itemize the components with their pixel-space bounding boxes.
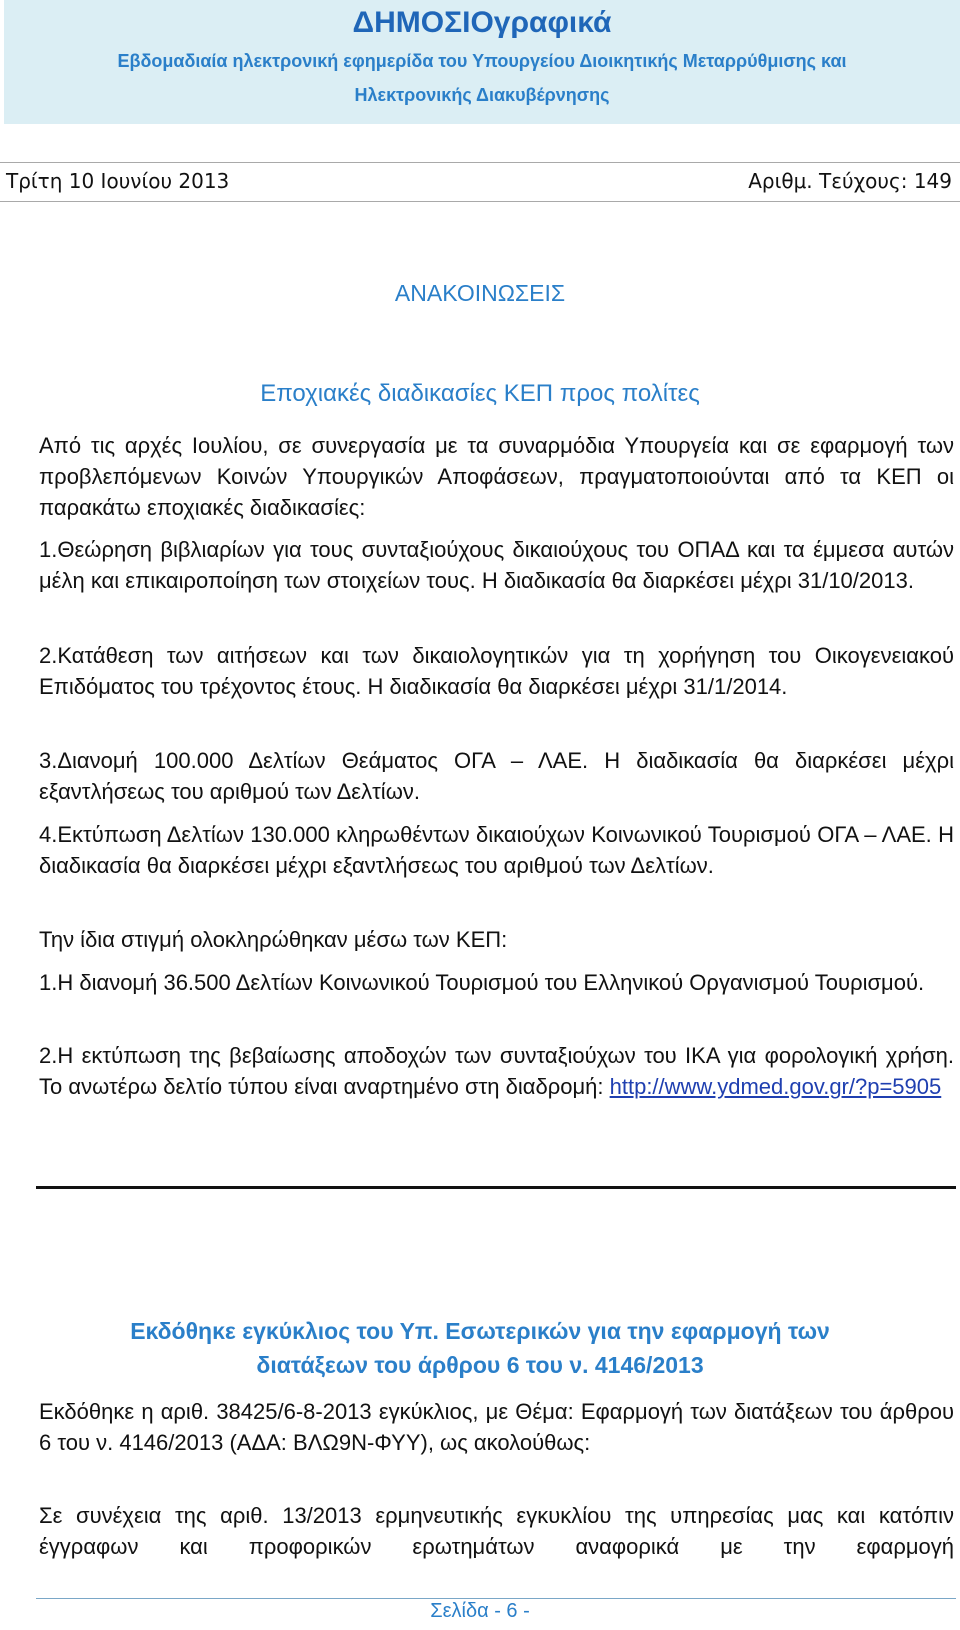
done-item-1 — [39, 967, 954, 998]
circular-paragraph-1-text: Εκδόθηκε η αριθ. 38425/6-8-2013 εγκύκλιος, με Θέμα: Εφαρμογή των διατάξεων του άρθρου 6 του ν. 4146/2013 (ΑΔΑ: ΒΛΩ9Ν-ΦΥΥ), ως ακολούθως: — [39, 1399, 954, 1455]
circular-paragraph-1 — [39, 1396, 954, 1458]
completed-intro-text: Την ίδια στιγμή ολοκληρώθηκαν μέσω των ΚΕΠ: — [39, 927, 508, 952]
newsletter-banner — [4, 0, 960, 124]
circular-paragraph-2-text: Σε συνέχεια της αριθ. 13/2013 ερμηνευτικής εγκυκλίου της υπηρεσίας μας και κατόπιν έγγραφων και προφορικών ερωτημάτων αναφορικά με την εφαρμογή — [39, 1503, 954, 1559]
footer-divider — [36, 1598, 956, 1599]
item-4-text: 4.Εκτύπωση Δελτίων 130.000 κληρωθέντων δικαιούχων Κοινωνικού Τουρισμού ΟΓΑ – ΛΑΕ. Η διαδικασία θα διαρκέσει μέχρι εξαντλήσεως του αριθμού των Δελτίων. — [39, 822, 954, 878]
announcement-intro — [39, 430, 954, 523]
press-release-link[interactable]: http://www.ydmed.gov.gr/?p=5905 — [609, 1074, 942, 1099]
issue-number: Αριθμ. Τεύχους: 149 — [748, 169, 952, 193]
item-3-text: 3.Διανομή 100.000 Δελτίων Θεάματος ΟΓΑ – ΛΑΕ. Η διαδικασία θα διαρκέσει μέχρι εξαντλήσεως του αριθμού των Δελτίων. — [39, 748, 954, 804]
issue-date: Τρίτη 10 Ιουνίου 2013 — [6, 169, 230, 193]
newsletter-subtitle-line2: Ηλεκτρονικής Διακυβέρνησης — [354, 85, 610, 105]
circular-title-line1: Εκδόθηκε εγκύκλιος του Υπ. Εσωτερικών για την εφαρμογή των — [130, 1318, 830, 1344]
done-item-2-text: 2.Η εκτύπωση της βεβαίωσης αποδοχών των συνταξιούχων του ΙΚΑ για φορολογική χρήση. Το ανωτέρω δελτίο τύπου είναι αναρτημένο στη διαδρομή: — [39, 1043, 954, 1099]
item-1-text: 1.Θεώρηση βιβλιαρίων για τους συνταξιούχους δικαιούχους του ΟΠΑΔ και τα έμμεσα αυτών μέλη και επικαιροποίηση των στοιχείων τους. Η διαδικασία θα διαρκέσει μέχρι 31/10/2013. — [39, 537, 954, 593]
completed-intro — [39, 924, 954, 955]
item-1 — [39, 534, 954, 596]
item-2 — [39, 640, 954, 702]
page-number: Σελίδα - 6 - — [430, 1600, 530, 1622]
announcements-heading: ΑΝΑΚΟΙΝΩΣΕΙΣ — [394, 280, 566, 306]
circular-paragraph-2 — [39, 1500, 954, 1562]
done-item-1-text: 1.Η διανομή 36.500 Δελτίων Κοινωνικού Τουρισμού του Ελληνικού Οργανισμού Τουρισμού. — [39, 970, 925, 995]
item-4 — [39, 819, 954, 881]
done-item-2 — [39, 1040, 954, 1102]
dateline — [0, 162, 960, 202]
newsletter-subtitle-line1: Εβδομαδιαία ηλεκτρονική εφημερίδα του Υπουργείου Διοικητικής Μεταρρύθμισης και — [117, 51, 847, 71]
circular-title-line2: διατάξεων του άρθρου 6 του ν. 4146/2013 — [256, 1352, 704, 1378]
item-3 — [39, 745, 954, 807]
item-2-text: 2.Κατάθεση των αιτήσεων και των δικαιολογητικών για τη χορήγηση του Οικογενειακού Επιδόματος του τρέχοντος έτους. Η διαδικασία θα διαρκέσει μέχρι 31/1/2014. — [39, 643, 954, 699]
intro-paragraph: Από τις αρχές Ιουλίου, σε συνεργασία με τα συναρμόδια Υπουργεία και σε εφαρμογή των προβλεπόμενων Κοινών Υπουργικών Αποφάσεων, πραγματοποιούνται από τα ΚΕΠ οι παρακάτω εποχιακές διαδικασίες: — [39, 433, 954, 520]
section-divider — [36, 1186, 956, 1189]
announcement-title: Εποχιακές διαδικασίες ΚΕΠ προς πολίτες — [260, 380, 700, 407]
newsletter-title: ΔΗΜΟΣΙΟγραφικά — [352, 6, 612, 39]
